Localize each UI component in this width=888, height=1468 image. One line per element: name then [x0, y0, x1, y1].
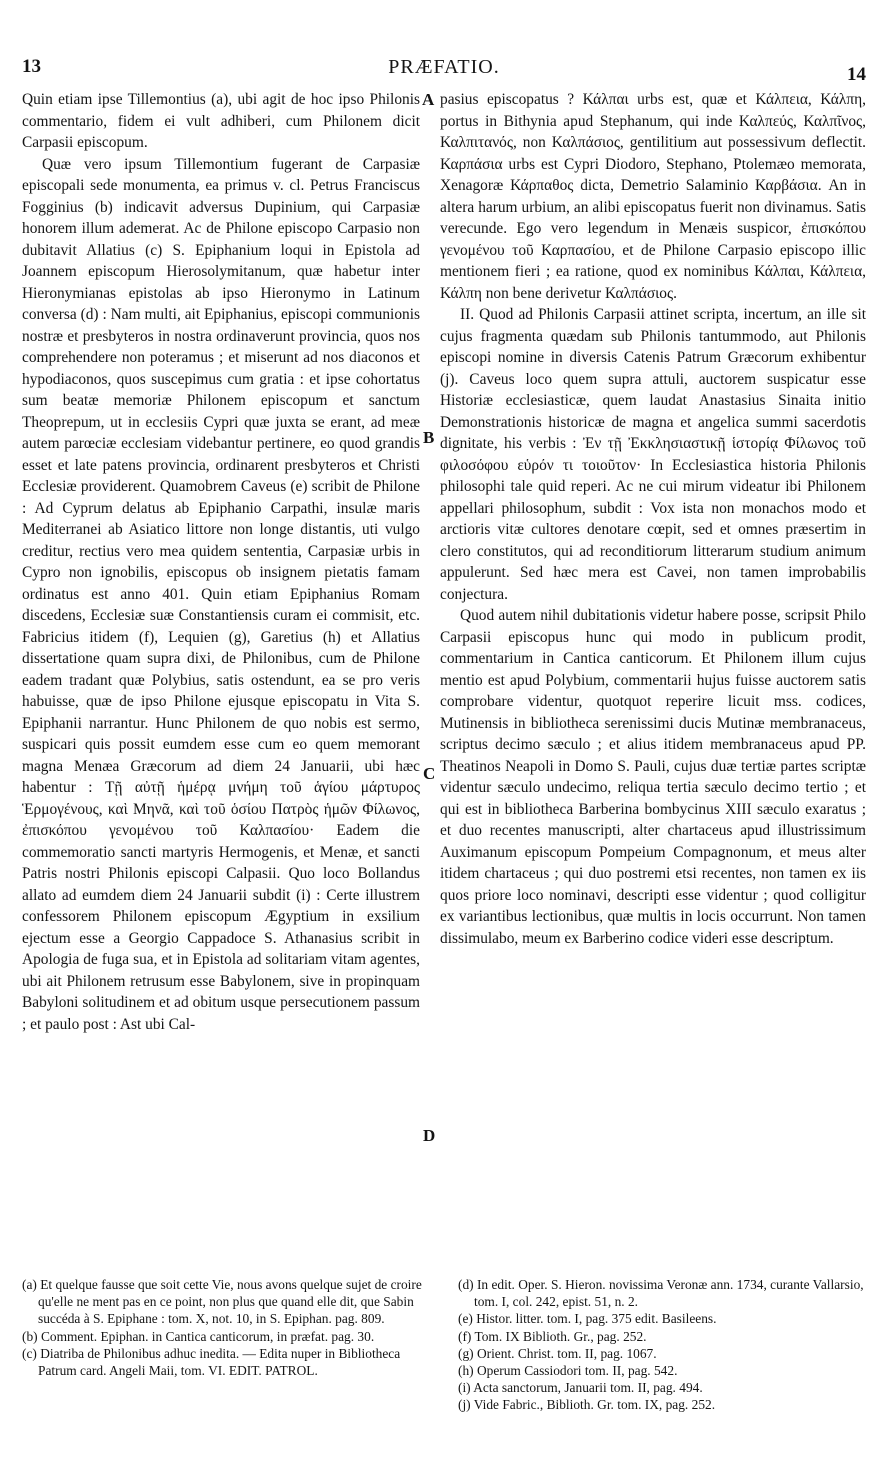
footnote-f: (f) Tom. IX Biblioth. Gr., pag. 252. [458, 1328, 647, 1344]
margin-letter-b: B [423, 428, 435, 447]
footnotes-left [22, 1276, 422, 1379]
footnote-i: (i) Acta sanctorum, Januarii tom. II, pag. 494. [458, 1380, 703, 1396]
footnote-a: (a) Et quelque fausse que soit cette Vie, nous avons quelque sujet de croire qu'elle ne ment pas en ce point, non plus que quand elle dit, que Sabin succéda à S. Epiphane : tom. X, not. 10, in S. Epiphan. pag. 809. [22, 1277, 422, 1327]
footnotes-right [458, 1276, 866, 1414]
margin-letter-c: C [423, 764, 436, 783]
running-title: PRÆFATIO. [388, 56, 500, 78]
footnote-e: (e) Histor. litter. tom. I, pag. 375 edit. Basileens. [458, 1311, 717, 1327]
margin-letter-a: A [422, 90, 435, 109]
footnote-b: (b) Comment. Epiphan. in Cantica canticorum, in præfat. pag. 30. [22, 1328, 375, 1344]
footnote-c: (c) Diatriba de Philonibus adhuc inedita. — Edita nuper in Bibliotheca Patrum card. Angeli Maii, tom. VI. EDIT. PATROL. [22, 1345, 401, 1379]
footnote-d: (d) In edit. Oper. S. Hieron. novissima Veronæ ann. 1734, curante Vallarsio, tom. I, col. 242, epist. 51, n. 2. [458, 1277, 864, 1310]
right-paragraph-2: II. Quod ad Philonis Carpasii attinet scripta, incertum, an ille sit cujus fragmenta quædam sub Philonis tantummodo, aut Philonis episcopi nomine in diversis Catenis Patrum Græcorum exhibentur (j). Caveus loco quem supra attuli, auctorem suspicatur esse Historiæ ecclesiasticæ, quem laudat Anastasius Sinaita initio Demonstrationis historicæ de magna et angelica summi sacerdotis dignitate, his verbis : Ἐν τῇ Ἐκκλησιαστικῇ ἱστορίᾳ Φίλωνος τοῦ φιλοσόφου εὑρόν τι τοιοῦτον· In Ecclesiastica historia Philonis philosophi tale quid reperi. Ac ne cui mirum videatur ibi Philonem appellari philosophum, subdit : Vox ista non monachos modo et arctioris vitæ cultores denotare cœpit, sed et omnes præsertim in clero constitutos, qui ad reconditiorum litterarum studium animum appulerunt. Sed hæc mera est Cavei, non tamen improbabilis conjectura. [440, 306, 866, 603]
footnote-g: (g) Orient. Christ. tom. II, pag. 1067. [458, 1345, 657, 1361]
margin-letter-d: D [423, 1126, 436, 1145]
footnote-divider [22, 1257, 866, 1258]
page-number-left: 13 [22, 56, 41, 77]
footnote-j: (j) Vide Fabric., Biblioth. Gr. tom. IX, pag. 252. [458, 1397, 716, 1413]
left-column [22, 89, 420, 1035]
right-paragraph-3: Quod autem nihil dubitationis videtur habere posse, scripsit Philo Carpasii episcopus hunc qui modo in publicum prodit, commentarium in Cantica canticorum. Et Philonem illum cujus mentio est apud Polybium, commentarii hujus fuisse auctorem satis comprobare videntur, quotquot reperire licuit mss. codices, Mutinensis in bibliotheca serenissimi ducis Mutinæ membranaceus, scriptus decimo sæculo ; et alius itidem membranaceus apud PP. Theatinos Neapoli in Domo S. Pauli, cujus duæ tertiæ partes scriptæ videntur sæculo undecimo, reliqua tertia sæculo decimo tertio ; et qui est in bibliotheca Barberina bombycinus XIII sæculo exaratus ; et duo recentes manuscripti, alter chartaceus apud illustrissimum Auximanum episcopum Pompeium Compagnonum, et meus alter itidem chartaceus ; qui duo postremi etsi recentes, non tamen ex iis quos priore loco nominavi, descripti esse videntur ; quod colligitur ex variantibus lectionibus, quæ multis in locis occurrunt. Non tamen dissimulabo, meum ex Barberino codice videri esse descriptum. [440, 607, 866, 947]
left-paragraph-1: Quin etiam ipse Tillemontius (a), ubi agit de hoc ipso Philonis commentario, fidem ei vult adhiberi, cum Philonem dicit Carpasii episcopum. [22, 91, 420, 151]
right-column [440, 89, 866, 949]
running-header [22, 56, 866, 85]
right-paragraph-1: pasius episcopatus ? Κάλπαι urbs est, quæ et Κάλπεια, Κάλπη, portus in Bithynia apud Stephanum, qui inde Καλπεύς, Καλπῖνος, Καλπιτανός, non Καλπάσιος, gentilitium aut possessivum deflectit. Καρπάσια urbs est Cypri Diodoro, Stephano, Ptolemæo memorata, Xenagoræ Κάρπαθος dicta, Demetrio Salaminio Καρβάσια. An in altera harum urbium, an alibi episcopatus fuerit non divinamus. Satis verecunde. Ego vero legendum in Menæis suspicor, ἐπισκόπου γενομένου τοῦ Καρπασίου, et de Philone Carpasio episcopo illic mentionem fieri ; ea ratione, quod ex nominibus Κάλπαι, Κάλπεια, Κάλπη non bene derivetur Καλπάσιος. [440, 91, 866, 302]
footnote-h: (h) Operum Cassiodori tom. II, pag. 542. [458, 1363, 678, 1379]
page-number-right: 14 [847, 64, 866, 85]
left-paragraph-2: Quæ vero ipsum Tillemontium fugerant de Carpasiæ episcopali sede monumenta, ea primus v. cl. Petrus Franciscus Fogginius (b) indicavit adversus Dupinium, qui Carpasiæ honorem illum ademerat. Ac de Philone episcopo Carpasio non dubitavit Allatius (c) S. Epiphanium loqui in Epistola ad Joannem episcopum Hierosolymitanum, quæ habetur inter Hieronymianas epistolas ab ipso Hieronymo in Latinum conversa (d) : Nam multi, ait Epiphanius, episcopi communionis nostræ et presbyteros in nostra ordinaverunt provincia, quos nos comprehendere non poteramus ; et miserunt ad nos diaconos et hypodiaconos, quos suscepimus cum gratia : et ipse cohortatus sum beatæ memoriæ Philonem episcopum et sanctum Theoprepum, ut in ecclesiis Cypri quæ juxta se erant, ad meæ autem parœciæ ecclesiam videbantur pertinere, eo quod grandis esset et late patens provincia, ordinarent presbyteros et Christi Ecclesiæ providerent. Quamobrem Caveus (e) scribit de Philone : Ad Cyprum delatus ab Epiphanio Carpathi, insulæ maris Mediterranei ab Asiatico littore non longe distantis, uti vulgo creditur, rectius vero mea quidem sententia, Carpasiæ urbis in Cypro non ignobilis, episcopus ob insignem pietatis famam ordinatus est anno 401. Quin etiam Epiphanius Romam discedens, Ecclesiæ suæ Constantiensis curam ei commisit, etc. Fabricius itidem (f), Lequien (g), Garetius (h) et Allatius dissertatione quam supra dixi, de Philonibus, cum de Philone eadem tradant quæ Polybius, satis ostendunt, ea se pro veris habuisse, quæ de ipso Philone ejusque episcopatu in Vita S. Epiphanii narrantur. Hunc Philonem de quo nobis est sermo, suspicari quis possit eumdem esse cum eo quem memorant magna Menæa Græcorum ad diem 24 Januarii, ubi hæc habentur : Τῇ αὐτῇ ἡμέρᾳ μνήμη τοῦ ἁγίου μάρτυρος Ἑρμογένους, καὶ Μηνᾶ, καὶ τοῦ ὁσίου Πατρὸς ἡμῶν Φίλωνος, ἐπισκόπου γενομένου τοῦ Καλπασίου· Eadem die commemoratio sancti martyris Hermogenis, et Menæ, et sancti Patris nostri Philonis episcopi Calpasii. Quo loco Bollandus allato ad eumdem diem 24 Januarii subdit (i) : Certe illustrem confessorem Philonem episcopum Ægyptium in exsilium ejectum esse a Georgio Cappadoce S. Athanasius scribit in Apologia de fuga sua, et in Epistola ad solitariam vitam agentes, ubi ait Philonem retrusum esse Babylonem, sive in propinquam Babyloni solitudinem et ad obitum usque persecutionem passum ; et paulo post : Ast ubi Cal- [22, 155, 420, 1033]
